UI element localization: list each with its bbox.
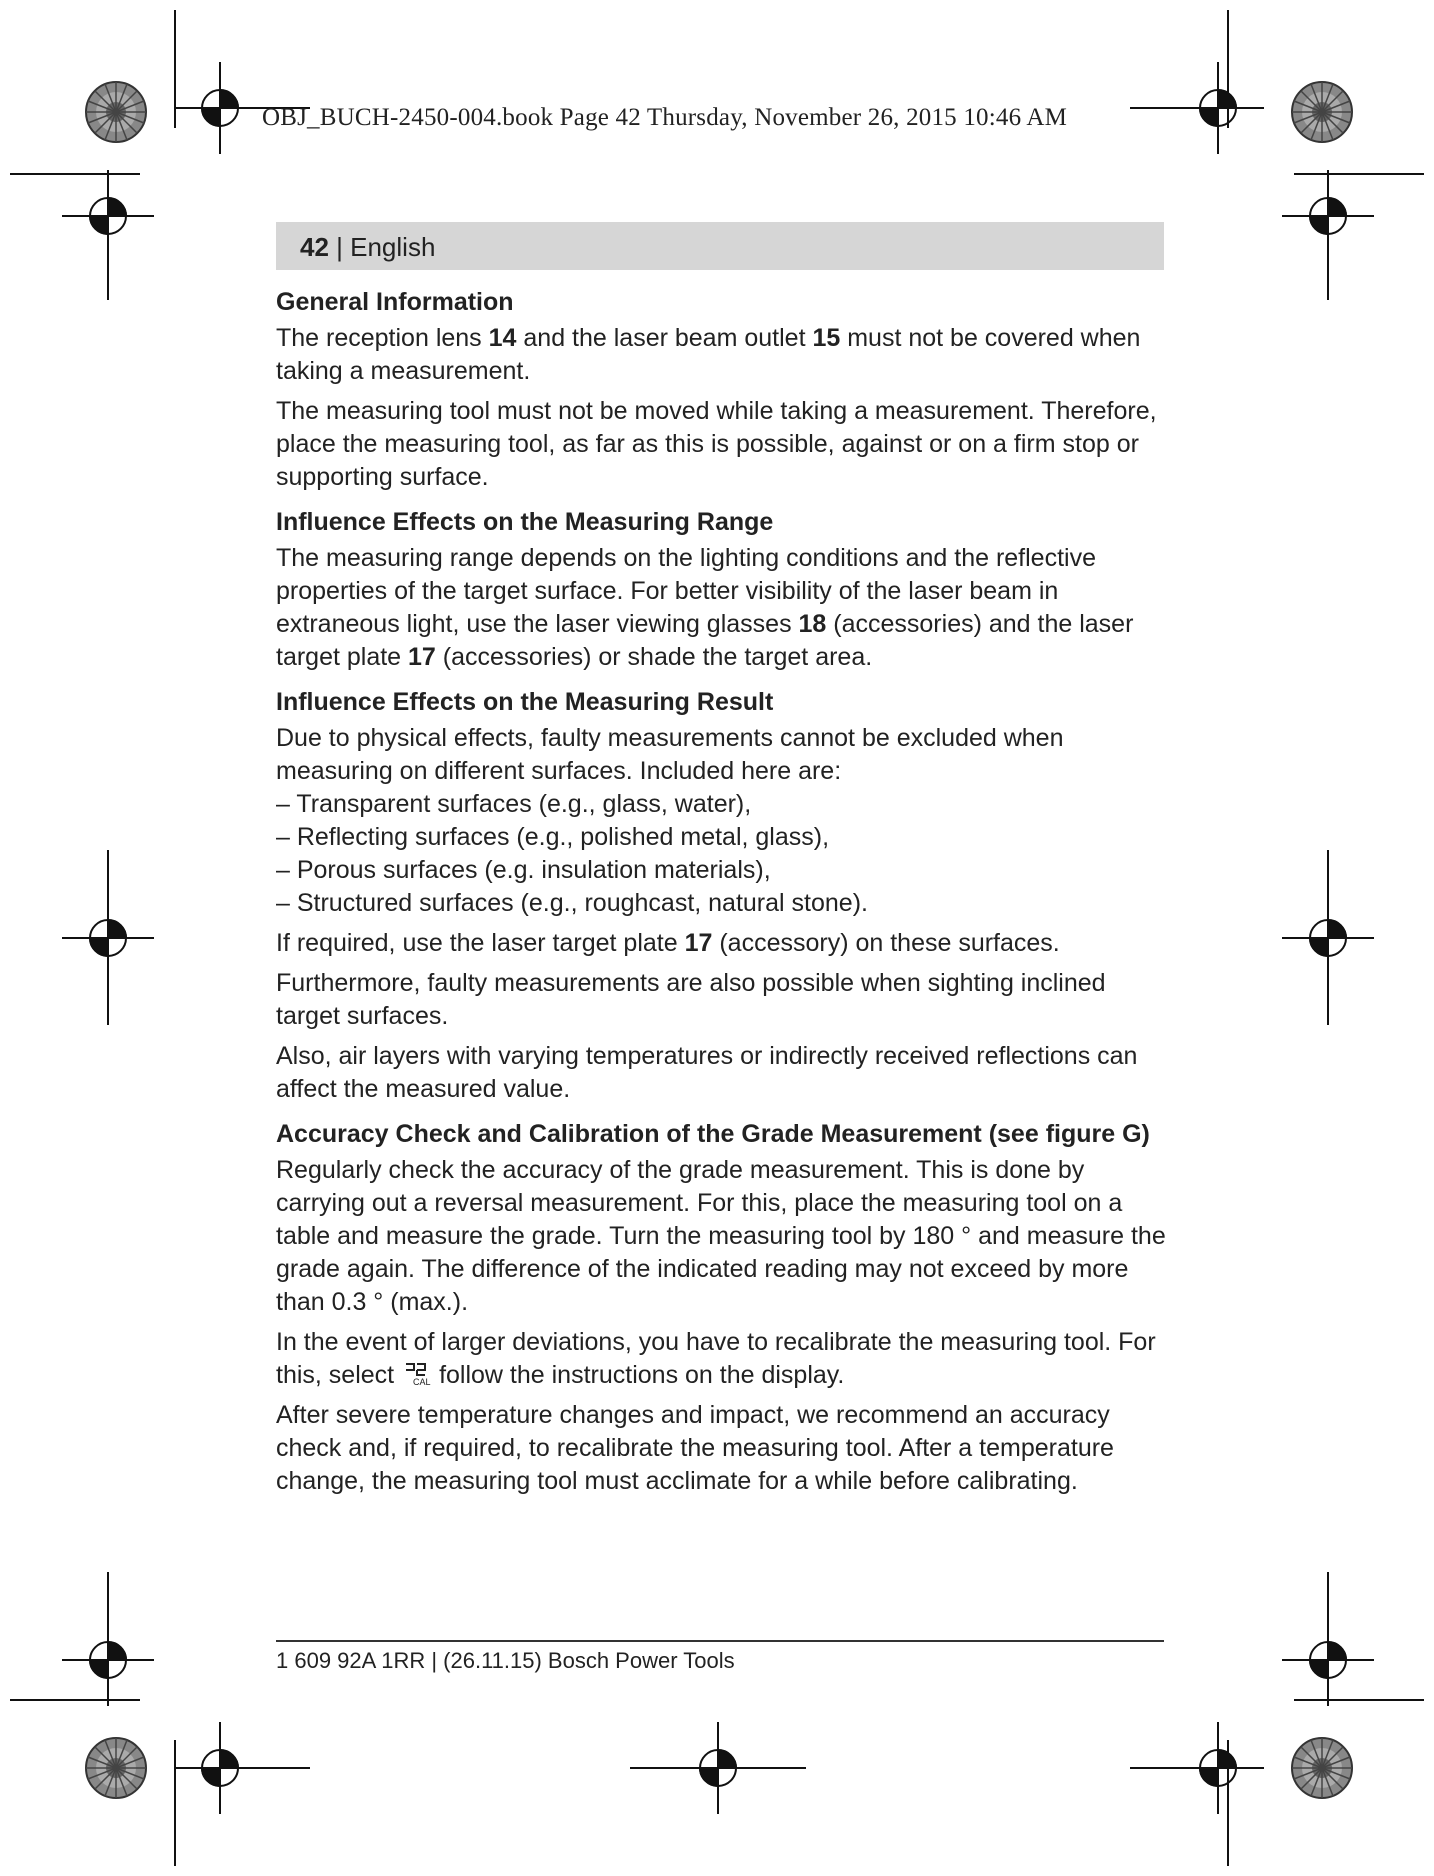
header-separator: | — [328, 232, 351, 262]
text-run: (accessories) and the laser target plate — [276, 610, 1134, 671]
top-marks — [10, 10, 1424, 174]
paragraph: The measuring tool must not be moved while taking a measurement. Therefore, place the measuring tool, as far as this is possible, against or on a firm stop or supporting surface. — [276, 397, 1157, 491]
reference-number: 15 — [812, 324, 841, 352]
section-heading: Influence Effects on the Measuring Range — [276, 508, 774, 536]
paragraph — [276, 927, 1168, 960]
text-run: In the event of larger deviations, you have to recalibrate the measuring tool. For this, select — [276, 1328, 1156, 1389]
print-slug-line: OBJ_BUCH-2450-004.book Page 42 Thursday, November 26, 2015 10:46 AM — [262, 104, 1068, 131]
list-item: – Porous surfaces (e.g. insulation materials), — [276, 856, 771, 884]
reference-number: 18 — [798, 610, 827, 638]
page-number: 42 — [300, 232, 329, 262]
list-item: – Structured surfaces (e.g., roughcast, natural stone). — [276, 889, 868, 917]
paragraph: After severe temperature changes and impact, we recommend an accuracy check and, if required, to recalibrate the measuring tool. After a temperature change, the measuring tool must acclimate for a while before calibrating. — [276, 1401, 1114, 1495]
paragraph: Also, air layers with varying temperatures or indirectly received reflections can affect the measured value. — [276, 1042, 1138, 1103]
reference-number: 14 — [488, 324, 517, 352]
surface-list — [276, 788, 1168, 920]
text-run: The measuring range depends on the lighting conditions and the reflective properties of the target surface. For better visibility of the laser beam in extraneous light, use the laser viewing glasses — [276, 544, 1096, 638]
bottom-marks — [10, 1700, 1424, 1866]
paragraph — [276, 542, 1168, 674]
text-run: must not be covered when taking a measurement. — [276, 324, 1141, 385]
text-run: The reception lens — [276, 324, 489, 352]
page-body — [276, 286, 1168, 1510]
section-measuring-range — [276, 506, 1168, 674]
text-run: If required, use the laser target plate — [276, 929, 685, 957]
text-run: (accessories) or shade the target area. — [435, 643, 873, 671]
list-item: – Reflecting surfaces (e.g., polished metal, glass), — [276, 823, 830, 851]
section-heading: General Information — [276, 288, 514, 316]
page-header-bar — [276, 222, 1164, 270]
list-item: – Transparent surfaces (e.g., glass, water), — [276, 790, 752, 818]
calibration-icon — [403, 1361, 437, 1387]
text-run: (accessory) on these surfaces. — [712, 929, 1060, 957]
section-accuracy-check — [276, 1118, 1168, 1498]
reference-number: 17 — [408, 643, 436, 671]
text-run: and the laser beam outlet — [516, 324, 813, 352]
page-footer: 1 609 92A 1RR | (26.11.15) Bosch Power Tools — [276, 1648, 735, 1673]
section-heading: Accuracy Check and Calibration of the Grade Measurement (see figure G) — [276, 1120, 1150, 1148]
text-run: follow the instructions on the display. — [439, 1361, 845, 1389]
footer-rule — [276, 1640, 1164, 1642]
paragraph — [276, 1326, 1168, 1392]
page-header — [300, 232, 435, 263]
paragraph: Regularly check the accuracy of the grade measurement. This is done by carrying out a reversal measurement. For this, place the measuring tool on a table and measure the grade. Turn the measuring tool by 180 ° and measure the grade again. The difference of the indicated reading may not exceed by more than 0.3 ° (max.). — [276, 1156, 1166, 1316]
paragraph: Furthermore, faulty measurements are also possible when sighting inclined target surfaces. — [276, 969, 1106, 1030]
section-measuring-result — [276, 686, 1168, 1106]
paragraph: Due to physical effects, faulty measurements cannot be excluded when measuring on different surfaces. Included here are: — [276, 724, 1064, 785]
calibration-icon-label: CAL — [413, 1377, 431, 1387]
header-language: English — [350, 232, 436, 262]
paragraph — [276, 322, 1168, 388]
reference-number: 17 — [684, 929, 713, 957]
section-general-information — [276, 286, 1168, 494]
section-heading: Influence Effects on the Measuring Result — [276, 688, 774, 716]
